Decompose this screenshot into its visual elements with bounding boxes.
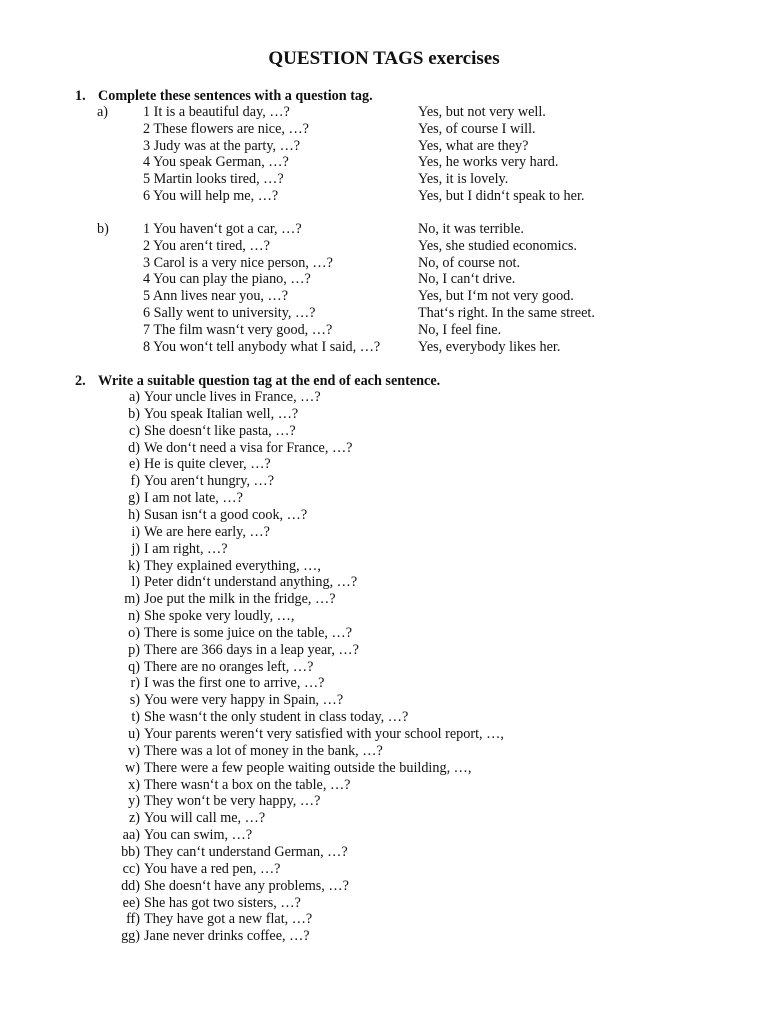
item-label: m) [124, 591, 140, 608]
question-text: 8 You won‘t tell anybody what I said, …? [143, 338, 381, 355]
question-text: 4 You can play the piano, …? [143, 271, 311, 288]
item-label: i) [131, 523, 140, 540]
answer-text: No, it was terrible. [418, 221, 524, 237]
list-item [0, 574, 768, 591]
item-label: o) [128, 624, 140, 641]
item-label: j) [131, 540, 140, 557]
list-item [0, 659, 768, 676]
item-sentence: They can‘t understand German, …? [144, 843, 348, 860]
item-label: ff) [126, 911, 140, 928]
item-sentence: Susan isn‘t a good cook, …? [144, 506, 308, 523]
list-item [0, 524, 768, 541]
item-label: s) [129, 692, 140, 709]
item-sentence: You were very happy in Spain, …? [144, 692, 344, 709]
sentence-row [0, 322, 768, 339]
list-item [0, 507, 768, 524]
item-sentence: She has got two sisters, …? [144, 894, 301, 911]
list-item [0, 389, 768, 406]
list-item [0, 591, 768, 608]
list-item [0, 473, 768, 490]
item-label: c) [128, 422, 140, 439]
item-label: b) [128, 405, 140, 422]
item-sentence: There wasn‘t a box on the table, …? [144, 776, 351, 793]
list-item [0, 878, 768, 895]
list-item [0, 642, 768, 659]
item-sentence: You will call me, …? [144, 810, 266, 827]
sentence-row [0, 238, 768, 255]
item-label: bb) [121, 843, 140, 860]
answer-text: Yes, of course I will. [418, 120, 536, 137]
answer-text: Yes, but I didn‘t speak to her. [418, 188, 585, 204]
item-label: y) [128, 793, 140, 810]
list-item [0, 423, 768, 440]
list-item [0, 440, 768, 457]
item-sentence: There are 366 days in a leap year, …? [144, 641, 359, 658]
item-label: p) [128, 641, 140, 658]
item-label: t) [131, 709, 140, 726]
list-item [0, 692, 768, 709]
list-item [0, 406, 768, 423]
item-sentence: Joe put the milk in the fridge, …? [144, 591, 336, 608]
section-label: a) [97, 104, 109, 120]
item-label: k) [128, 557, 140, 574]
question-text: 2 You aren‘t tired, …? [143, 237, 270, 254]
question-text: 2 These flowers are nice, …? [143, 120, 309, 137]
item-label: v) [128, 742, 140, 759]
question-text: 1 It is a beautiful day, …? [143, 104, 290, 120]
item-sentence: He is quite clever, …? [144, 456, 271, 473]
list-item [0, 844, 768, 861]
answer-text: Yes, everybody likes her. [418, 338, 561, 355]
sentence-row [0, 305, 768, 322]
list-item [0, 911, 768, 928]
sentence-row [0, 104, 768, 121]
list-item [0, 777, 768, 794]
item-sentence: They won‘t be very happy, …? [144, 793, 321, 810]
item-sentence: You aren‘t hungry, …? [144, 473, 275, 490]
answer-text: Yes, he works very hard. [418, 154, 559, 171]
list-item [0, 726, 768, 743]
item-sentence: Jane never drinks coffee, …? [144, 928, 310, 945]
item-sentence: I am not late, …? [144, 490, 243, 507]
item-sentence: There was a lot of money in the bank, …? [144, 742, 383, 759]
list-item [0, 810, 768, 827]
answer-text: Yes, but I‘m not very good. [418, 288, 574, 305]
item-sentence: You have a red pen, …? [144, 860, 281, 877]
list-item [0, 625, 768, 642]
question-text: 4 You speak German, …? [143, 154, 289, 171]
item-sentence: We don‘t need a visa for France, …? [144, 439, 353, 456]
item-label: l) [131, 574, 140, 591]
question-text: 3 Judy was at the party, …? [143, 137, 301, 154]
item-label: x) [128, 776, 140, 793]
exercise-2-instruction: Write a suitable question tag at the end of each sentence. [98, 373, 441, 389]
question-text: 1 You haven‘t got a car, …? [143, 221, 302, 237]
answer-text: Yes, it is lovely. [418, 171, 509, 188]
page-title: QUESTION TAGS exercises [268, 48, 500, 69]
item-sentence: She doesn‘t have any problems, …? [144, 877, 349, 894]
section-label: b) [97, 221, 109, 237]
item-label: a) [128, 389, 140, 405]
item-sentence: You speak Italian well, …? [144, 405, 299, 422]
item-label: h) [128, 506, 140, 523]
exercise-1-number: 1. [75, 88, 86, 104]
list-item [0, 827, 768, 844]
item-sentence: They explained everything, …, [144, 557, 321, 574]
item-label: g) [128, 490, 140, 507]
list-item [0, 558, 768, 575]
list-item [0, 709, 768, 726]
item-sentence: I was the first one to arrive, …? [144, 675, 325, 692]
list-item [0, 456, 768, 473]
list-item [0, 895, 768, 912]
item-sentence: There is some juice on the table, …? [144, 624, 353, 641]
item-sentence: Your uncle lives in France, …? [144, 389, 321, 405]
answer-text: Yes, but not very well. [418, 104, 546, 120]
item-label: q) [128, 658, 140, 675]
list-item [0, 541, 768, 558]
item-sentence: She spoke very loudly, …, [144, 608, 295, 625]
item-label: r) [130, 675, 140, 692]
exercise-2-number: 2. [75, 373, 86, 389]
question-text: 6 You will help me, …? [143, 188, 279, 204]
item-label: d) [128, 439, 140, 456]
item-label: e) [128, 456, 140, 473]
item-sentence: Your parents weren‘t very satisfied with your school report, …, [144, 726, 504, 742]
item-label: n) [128, 608, 140, 625]
question-text: 5 Ann lives near you, …? [143, 288, 288, 305]
item-sentence: We are here early, …? [144, 523, 270, 540]
list-item [0, 793, 768, 810]
list-item [0, 928, 768, 945]
sentence-row [0, 339, 768, 356]
item-sentence: There are no oranges left, …? [144, 658, 314, 675]
item-label: z) [128, 810, 140, 827]
list-item [0, 861, 768, 878]
item-sentence: I am right, …? [144, 540, 228, 557]
list-item [0, 608, 768, 625]
answer-text: No, of course not. [418, 254, 521, 271]
list-item [0, 760, 768, 777]
answer-text: That‘s right. In the same street. [418, 305, 595, 321]
answer-text: No, I feel fine. [418, 321, 502, 338]
item-label: w) [125, 759, 140, 776]
answer-text: Yes, she studied economics. [418, 237, 577, 254]
sentence-row [0, 154, 768, 171]
sentence-row [0, 188, 768, 205]
item-label: cc) [122, 860, 140, 877]
item-label: aa) [122, 827, 140, 844]
question-text: 7 The film wasn‘t very good, …? [143, 321, 333, 338]
item-label: dd) [121, 877, 140, 894]
list-item [0, 743, 768, 760]
sentence-row [0, 255, 768, 272]
question-text: 6 Sally went to university, …? [143, 305, 316, 321]
sentence-row [0, 288, 768, 305]
item-sentence: They have got a new flat, …? [144, 911, 313, 928]
answer-text: No, I can‘t drive. [418, 271, 516, 288]
item-label: u) [128, 726, 140, 742]
item-sentence: She wasn‘t the only student in class today, …? [144, 709, 409, 726]
item-label: ee) [122, 894, 140, 911]
item-sentence: You can swim, …? [144, 827, 253, 844]
item-sentence: There were a few people waiting outside the building, …, [144, 759, 472, 776]
list-item [0, 675, 768, 692]
item-label: gg) [121, 928, 140, 945]
list-item [0, 490, 768, 507]
item-label: f) [130, 473, 140, 490]
sentence-row [0, 171, 768, 188]
sentence-row [0, 221, 768, 238]
answer-text: Yes, what are they? [418, 137, 529, 154]
item-sentence: She doesn‘t like pasta, …? [144, 422, 296, 439]
sentence-row [0, 121, 768, 138]
item-sentence: Peter didn‘t understand anything, …? [144, 574, 358, 591]
sentence-row [0, 138, 768, 155]
sentence-row [0, 271, 768, 288]
question-text: 3 Carol is a very nice person, …? [143, 254, 333, 271]
exercise-1-instruction: Complete these sentences with a question tag. [98, 88, 373, 104]
question-text: 5 Martin looks tired, …? [143, 171, 284, 188]
